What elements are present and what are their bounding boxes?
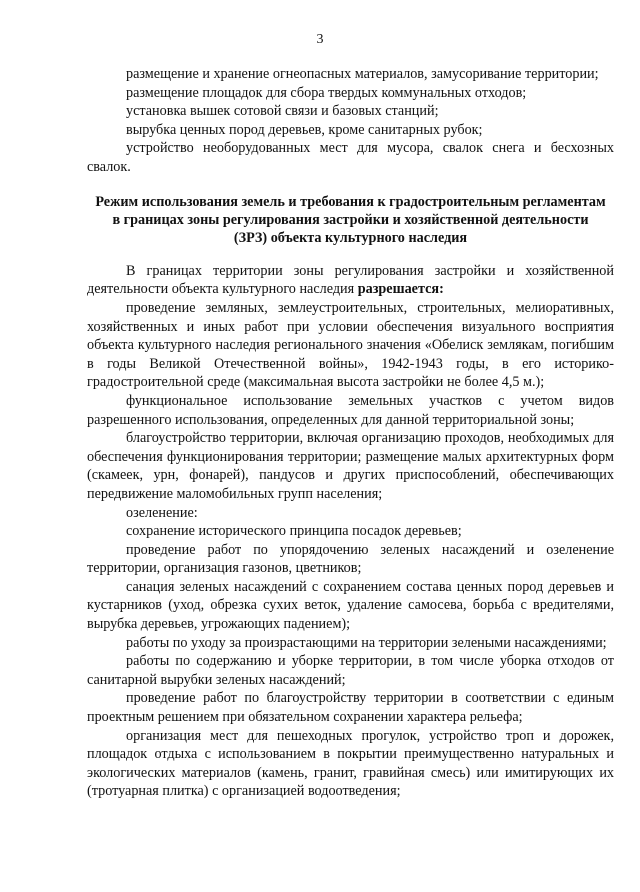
list-item: вырубка ценных пород деревьев, кроме санитарных рубок;: [126, 121, 483, 138]
list-item: организация мест для пешеходных прогулок, устройство троп и дорожек, площадок отдыха с использованием в покрытии преимущественно натуральных и экологических материалов (камень, гранит, гравийная смесь) или имитирующих их (тротуарная плитка) с организацией водоотведения;: [87, 727, 614, 800]
intro-text: В границах территории зоны регулирования застройки и хозяйственной деятельности объекта культурного наследия: [87, 262, 614, 298]
list-item: благоустройство территории, включая организацию проходов, необходимых для обеспечения функционирования территории; размещение малых архитектурных форм (скамеек, урн, фонарей), пандусов и других приспособлений, обеспечивающих передвижение маломобильных групп населения;: [87, 430, 614, 502]
list-item: проведение земляных, землеустроительных, строительных, мелиоративных, хозяйственных и иных работ при условии обеспечения визуального восприятия объекта культурного наследия регионального значения «Обелиск землякам, погибшим в годы Великой Отечественной войны», 1942-1943 годы, в его историко-градостроительной среде (максимальная высота застройки не более 4,5 м.);: [87, 299, 614, 391]
list-item: проведение работ по упорядочению зеленых насаждений и озеленение территории, организация газонов, цветников;: [87, 541, 614, 577]
list-item: размещение площадок для сбора твердых коммунальных отходов;: [126, 84, 527, 101]
intro-paragraph: [87, 262, 614, 299]
section-heading: Режим использования земель и требования к градостроительным регламентам в границах зоны регулирования застройки и хозяйственной деятельности (ЗРЗ) объекта культурного наследия: [95, 193, 606, 247]
list-item: сохранение исторического принципа посадок деревьев;: [126, 523, 462, 540]
list-item: размещение и хранение огнеопасных материалов, замусоривание территории;: [126, 66, 599, 82]
list-item: озеленение:: [126, 504, 198, 521]
list-item: проведение работ по благоустройству территории в соответствии с единым проектным решением при обязательном сохранении характера рельефа;: [87, 690, 614, 726]
list-item: функциональное использование земельных участков с учетом видов разрешенного использования, определенных для данной территориальной зоны;: [87, 392, 614, 428]
list-item: санация зеленых насаждений с сохранением состава ценных пород деревьев и кустарников (уход, обрезка сухих веток, удаление самосева, борьба с вредителями, вырубка деревьев, угрожающих падением);: [87, 578, 614, 633]
intro-bold-text: разрешается:: [357, 281, 444, 298]
list-item: работы по содержанию и уборке территории, в том числе уборка отходов от санитарной вырубки зеленых насаждений;: [87, 653, 614, 688]
list-item: устройство необорудованных мест для мусора, свалок снега и бесхозных свалок.: [87, 140, 614, 175]
page-number: 3: [316, 32, 324, 47]
list-item: работы по уходу за произрастающими на территории зелеными насаждениями;: [126, 634, 607, 651]
document-body: [87, 65, 614, 801]
list-item: установка вышек сотовой связи и базовых станций;: [126, 103, 439, 120]
